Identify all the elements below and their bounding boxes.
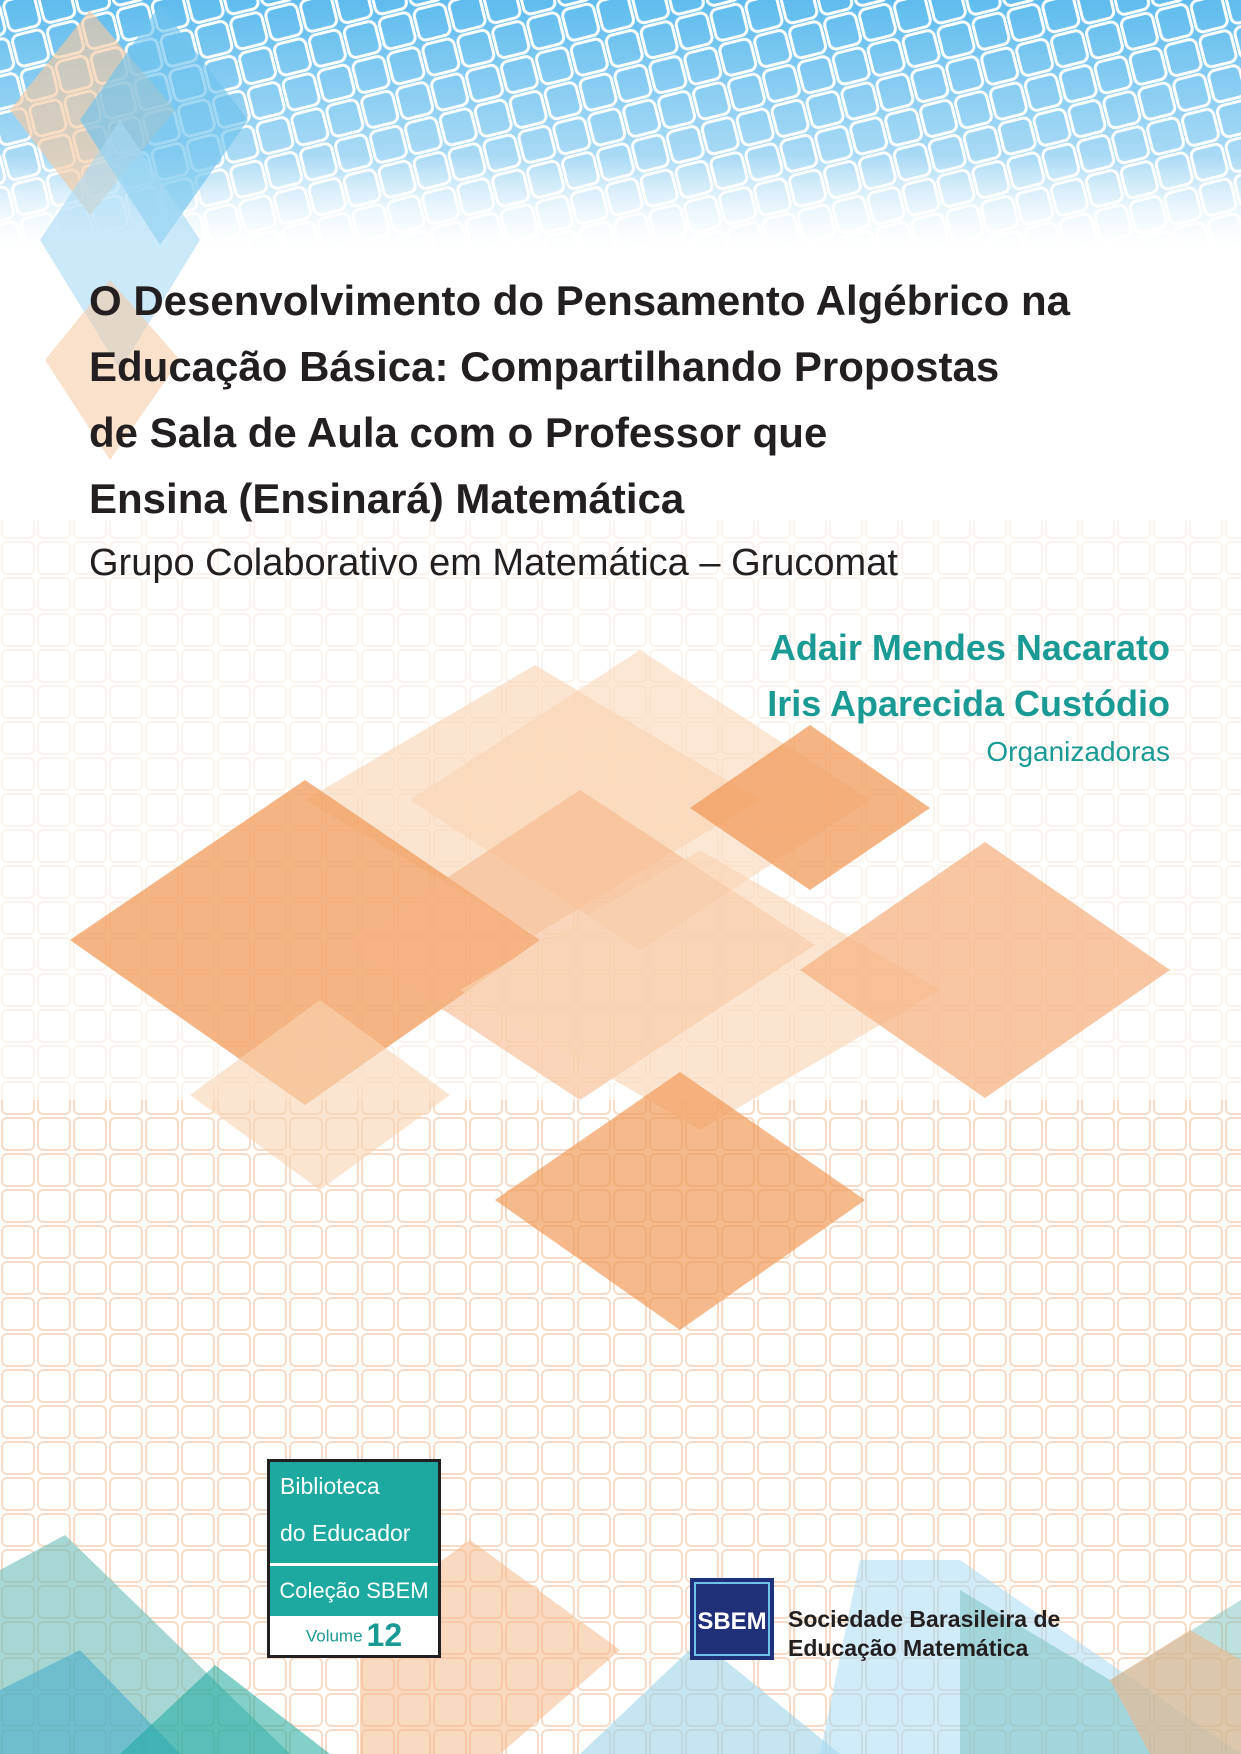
publisher-name-line: Educação Matemática xyxy=(788,1635,1029,1661)
sbem-logo xyxy=(690,1578,774,1660)
series-title-line: Biblioteca xyxy=(280,1473,380,1499)
book-title-line: de Sala de Aula com o Professor que xyxy=(89,409,828,456)
collection-label: Coleção SBEM xyxy=(270,1566,438,1616)
volume-label: Volume xyxy=(305,1626,363,1646)
volume-number: 12 xyxy=(366,1617,403,1654)
authors-block xyxy=(767,620,1170,772)
book-subtitle: Grupo Colaborativo em Matemática – Grucomat xyxy=(89,542,898,584)
sbem-logo-text: SBEM xyxy=(697,1608,767,1635)
book-title-block xyxy=(89,268,1209,590)
book-title-line: Ensina (Ensinará) Matemática xyxy=(89,475,685,522)
series-badge xyxy=(267,1459,441,1658)
author-name: Iris Aparecida Custódio xyxy=(767,683,1170,724)
author-name: Adair Mendes Nacarato xyxy=(769,627,1170,668)
publisher-name-line: Sociedade Barasileira de xyxy=(788,1606,1061,1632)
organizers-label: Organizadoras xyxy=(986,736,1170,767)
series-title xyxy=(270,1462,438,1563)
book-title-line: Educação Básica: Compartilhando Propostas xyxy=(89,343,1000,390)
volume-indicator xyxy=(270,1616,438,1655)
publisher-name xyxy=(788,1605,1060,1663)
book-title-line: O Desenvolvimento do Pensamento Algébrico na xyxy=(89,277,1070,324)
series-title-line: do Educador xyxy=(280,1520,411,1546)
